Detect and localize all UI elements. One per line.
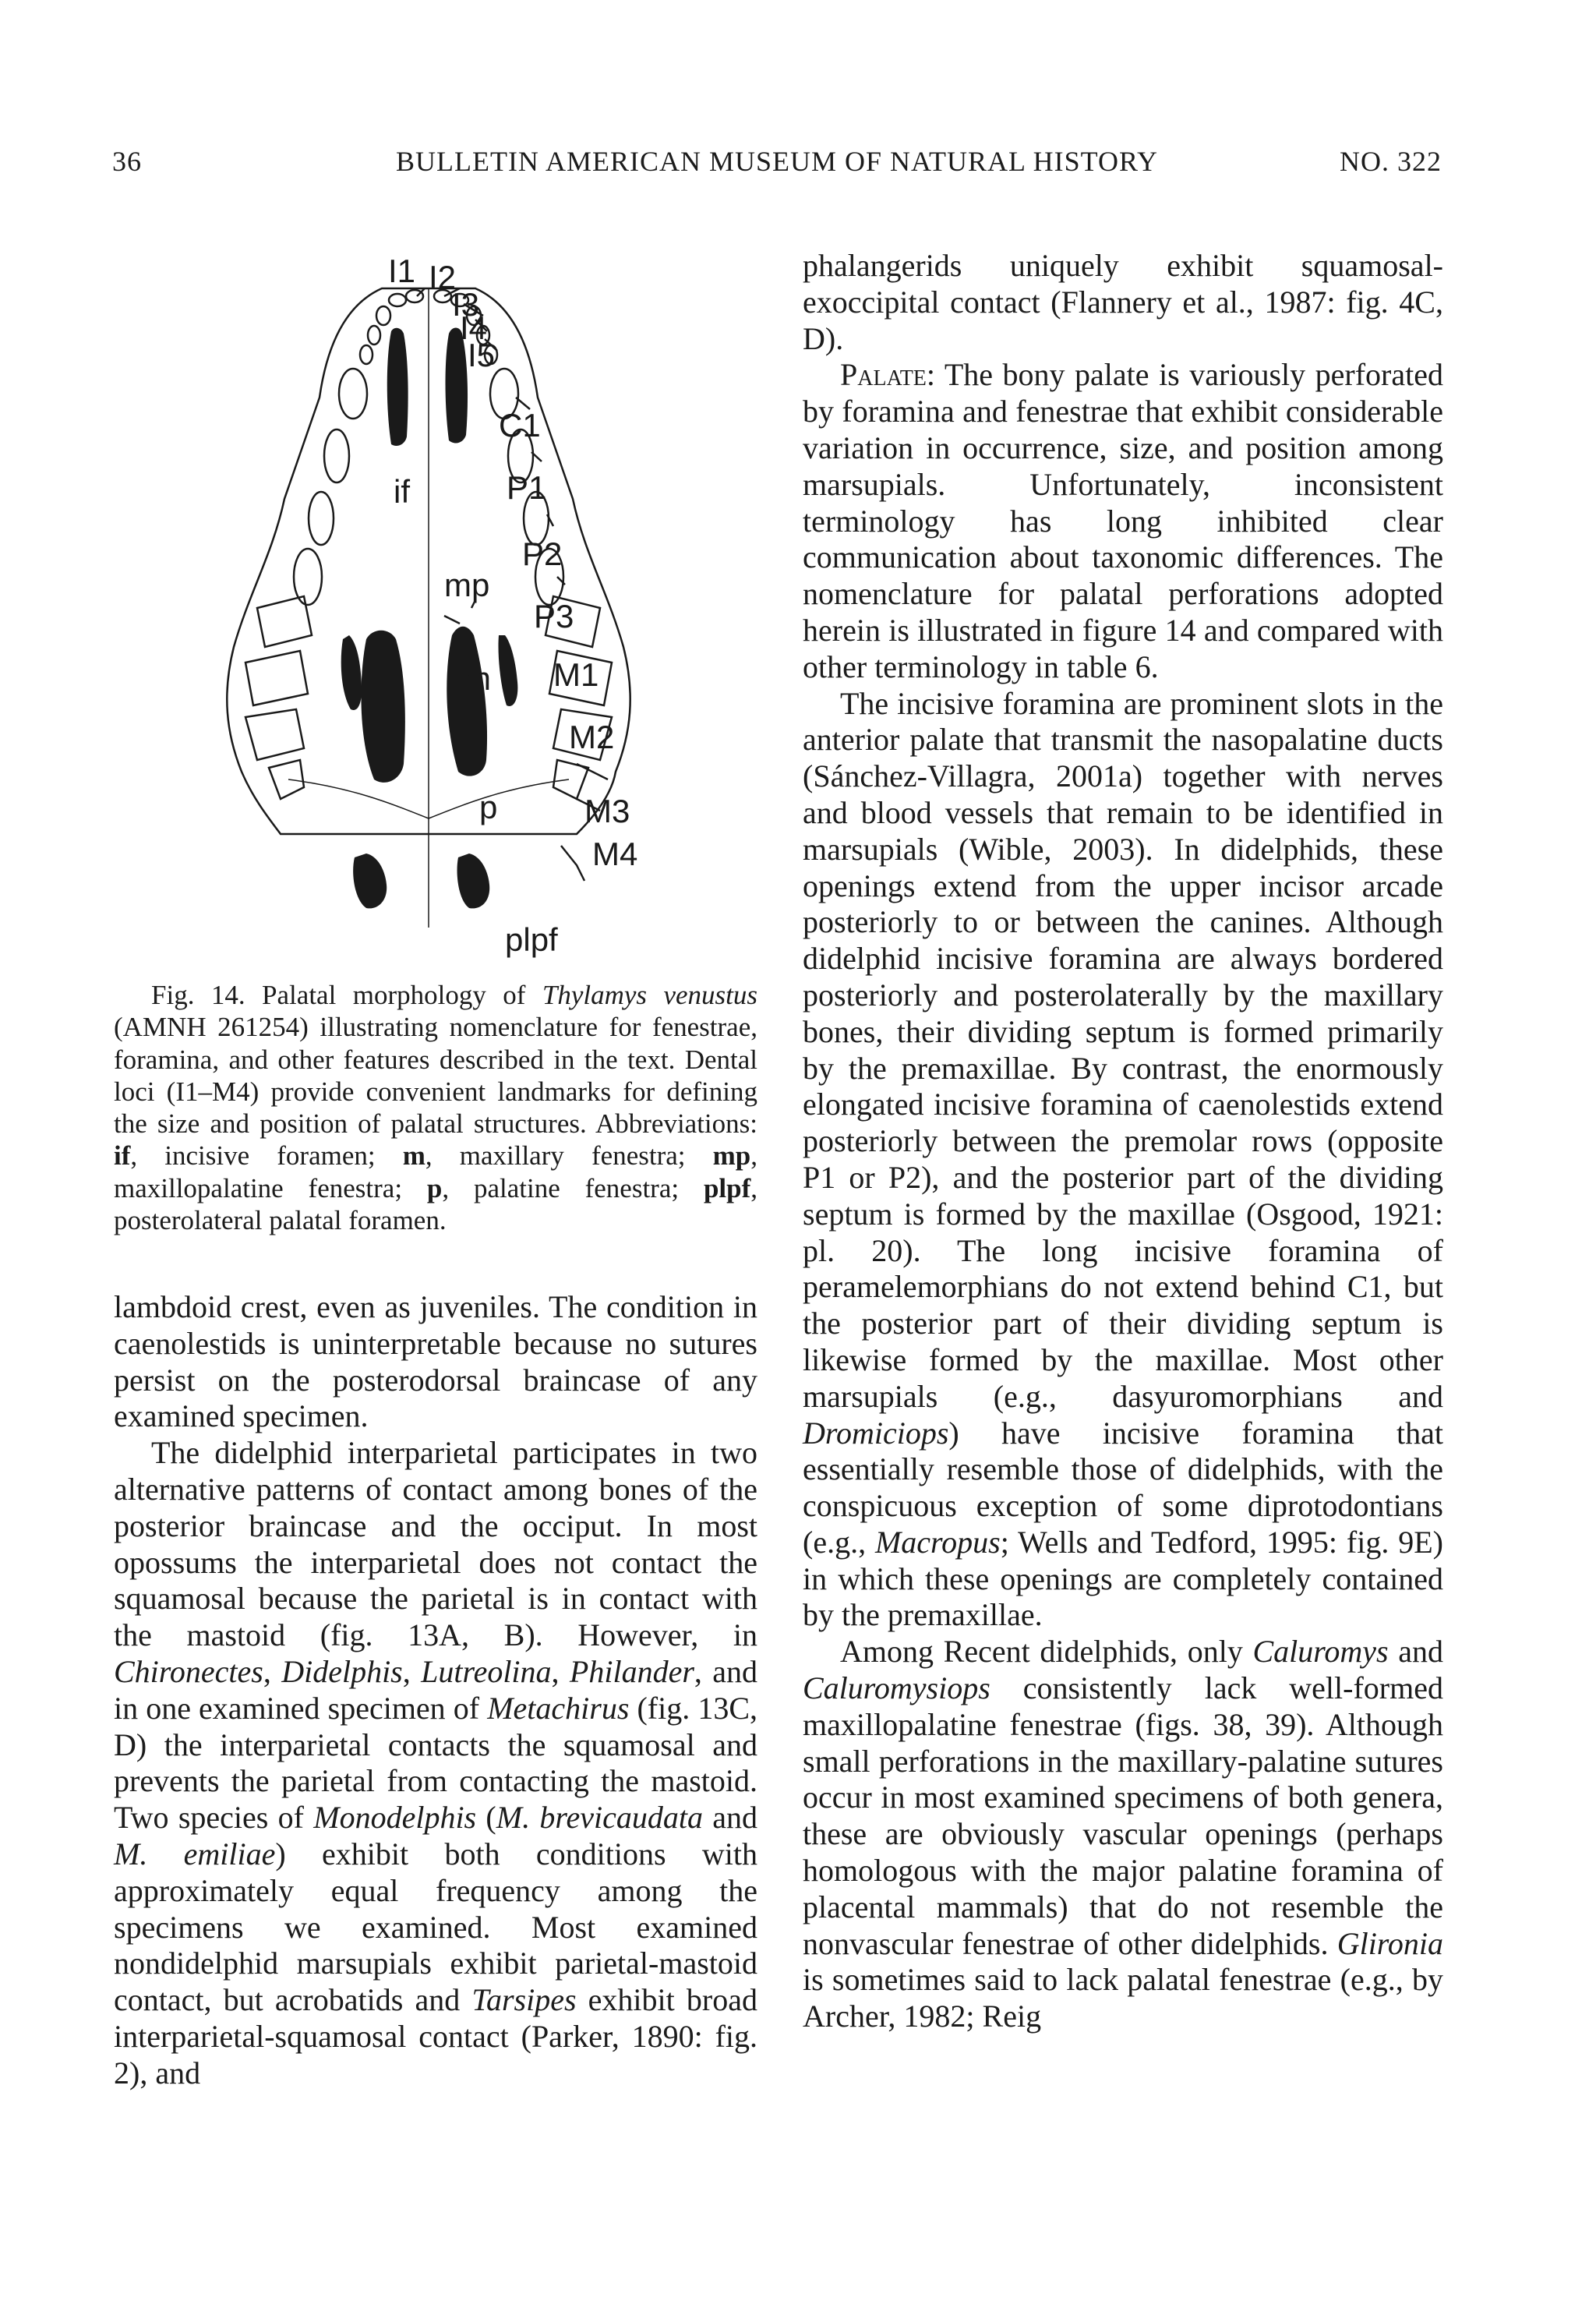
paragraph: phalangerids uniquely exhibit squamosal-exoccipital contact (Flannery et al., 1987: fig. 4C, D). [803, 248, 1443, 356]
label-m: m [464, 660, 491, 697]
label-I1: I1 [388, 253, 416, 289]
incisive-foramen-left [387, 328, 408, 446]
palate-drawing [210, 242, 662, 967]
label-I5: I5 [468, 337, 496, 373]
label-I4: I4 [460, 309, 488, 346]
left-column [114, 1289, 757, 2092]
label-plpf: plpf [505, 921, 558, 958]
palatine-fenestra-right [457, 854, 490, 908]
figure-14 [210, 242, 662, 967]
paragraph: Among Recent didelphids, only Caluromys and Caluromysiops consistently lack well-formed maxillopalatine fenestrae (figs. 38, 39). Although small perforations in the maxillary-palatine sutures occur in most examined specimens of both genera, these are obviously vascular openings (perhaps homologous with the major palatine foramina of placental mammals) that do not resemble the nonvascular fenestrae of other didelphids. Glironia is sometimes said to lack palatal fenestrae (e.g., by Archer, 1982; Reig [803, 1634, 1443, 2034]
maxillopalatine-fenestra-right [447, 627, 487, 776]
palatine-fenestra-left [353, 854, 387, 908]
maxillopalatine-fenestra-left [361, 631, 404, 783]
issue-number: NO. 322 [1340, 146, 1442, 177]
label-P1: P1 [507, 469, 547, 506]
label-P2: P2 [522, 535, 563, 572]
journal-title: BULLETIN AMERICAN MUSEUM OF NATURAL HISTORY [395, 146, 1159, 177]
paragraph: The didelphid interparietal participates in two alternative patterns of contact among bones of the posterior braincase and the occiput. In most opossums the interparietal does not contact the squamosal because the parietal is in contact with the mastoid (fig. 13A, B). However, in Chironectes, Didelphis, Lutreolina, Philander, and in one examined specimen of Metachirus (fig. 13C, D) the interparietal contacts the squamosal and prevents the parietal from contacting the mastoid. Two species of Monodelphis (M. brevicaudata and M. emiliae) exhibit both conditions with approximately equal frequency among the specimens we examined. Most examined nondidelphid marsupials exhibit parietal-mastoid contact, but acrobatids and Tarsipes exhibit broad interparietal-squamosal contact (Parker, 1890: fig. 2), and [114, 1435, 758, 2091]
label-mp: mp [444, 567, 490, 603]
label-if: if [394, 473, 410, 510]
label-P3: P3 [534, 598, 574, 634]
label-I2: I2 [429, 259, 457, 295]
paragraph: lambdoid crest, even as juveniles. The condition in caenolestids is uninterpretable because no sutures persist on the posterodorsal braincase of any examined specimen. [114, 1289, 757, 1434]
caption-text: Fig. 14. Palatal morphology of Thylamys venustus (AMNH 261254) illustrating nomenclature for fenestrae, foramina, and other features described in the text. Dental loci (I1–M4) provide convenient landmarks for defining the size and position of palatal structures. Abbreviations: if, incisive foramen; m, maxillary fenestra; mp, maxillopalatine fenestra; p, palatine fenestra; plpf, posterolateral palatal foramen. [114, 980, 757, 1236]
page-number: 36 [112, 146, 142, 177]
maxillary-fenestra-right [498, 635, 517, 706]
label-M4: M4 [592, 836, 638, 872]
label-C1: C1 [499, 407, 541, 444]
maxillary-fenestra-left [341, 635, 362, 710]
paragraph: Palate: The bony palate is variously perforated by foramina and fenestrae that exhibit considerable variation in occurrence, size, and position among marsupials. Unfortunately, inconsistent terminology has long inhibited clear communication about taxonomic differences. The nomenclature for palatal perforations adopted herein is illustrated in figure 14 and compared with other terminology in table 6. [803, 357, 1443, 684]
label-M2: M2 [569, 719, 615, 755]
figure-caption [114, 979, 757, 1236]
label-I3: I3 [452, 286, 480, 323]
section-heading-palate: Palate: [840, 357, 936, 393]
running-header [112, 145, 1442, 184]
label-p: p [479, 789, 498, 825]
right-column [803, 248, 1443, 2035]
label-M1: M1 [553, 656, 599, 693]
paragraph: The incisive foramina are prominent slots in the anterior palate that transmit the nasopalatine ducts (Sánchez-Villagra, 2001a) together with nerves and blood vessels that remain to be identified in marsupials (Wible, 2003). In didelphids, these openings extend from the upper incisor arcade posteriorly to or between the canines. Although didelphid incisive foramina are always bordered posteriorly and posterolaterally by the maxillary bones, their dividing septum is formed primarily by the premaxillae. By contrast, the enormously elongated incisive foramina of caenolestids extend posteriorly between the premolar rows (opposite P1 or P2), and the posterior part of the dividing septum is formed by the maxillae (Osgood, 1921: pl. 20). The long incisive foramina of peramelemorphians do not extend behind C1, but the posterior part of their dividing septum is likewise formed by the maxillae. Most other marsupials (e.g., dasyuromorphians and Dromiciops) have incisive foramina that essentially resemble those of didelphids, with the conspicuous exception of some diprotodontians (e.g., Macropus; Wells and Tedford, 1995: fig. 9E) in which these openings are completely contained by the premaxillae. [803, 685, 1443, 1633]
label-M3: M3 [584, 793, 630, 829]
